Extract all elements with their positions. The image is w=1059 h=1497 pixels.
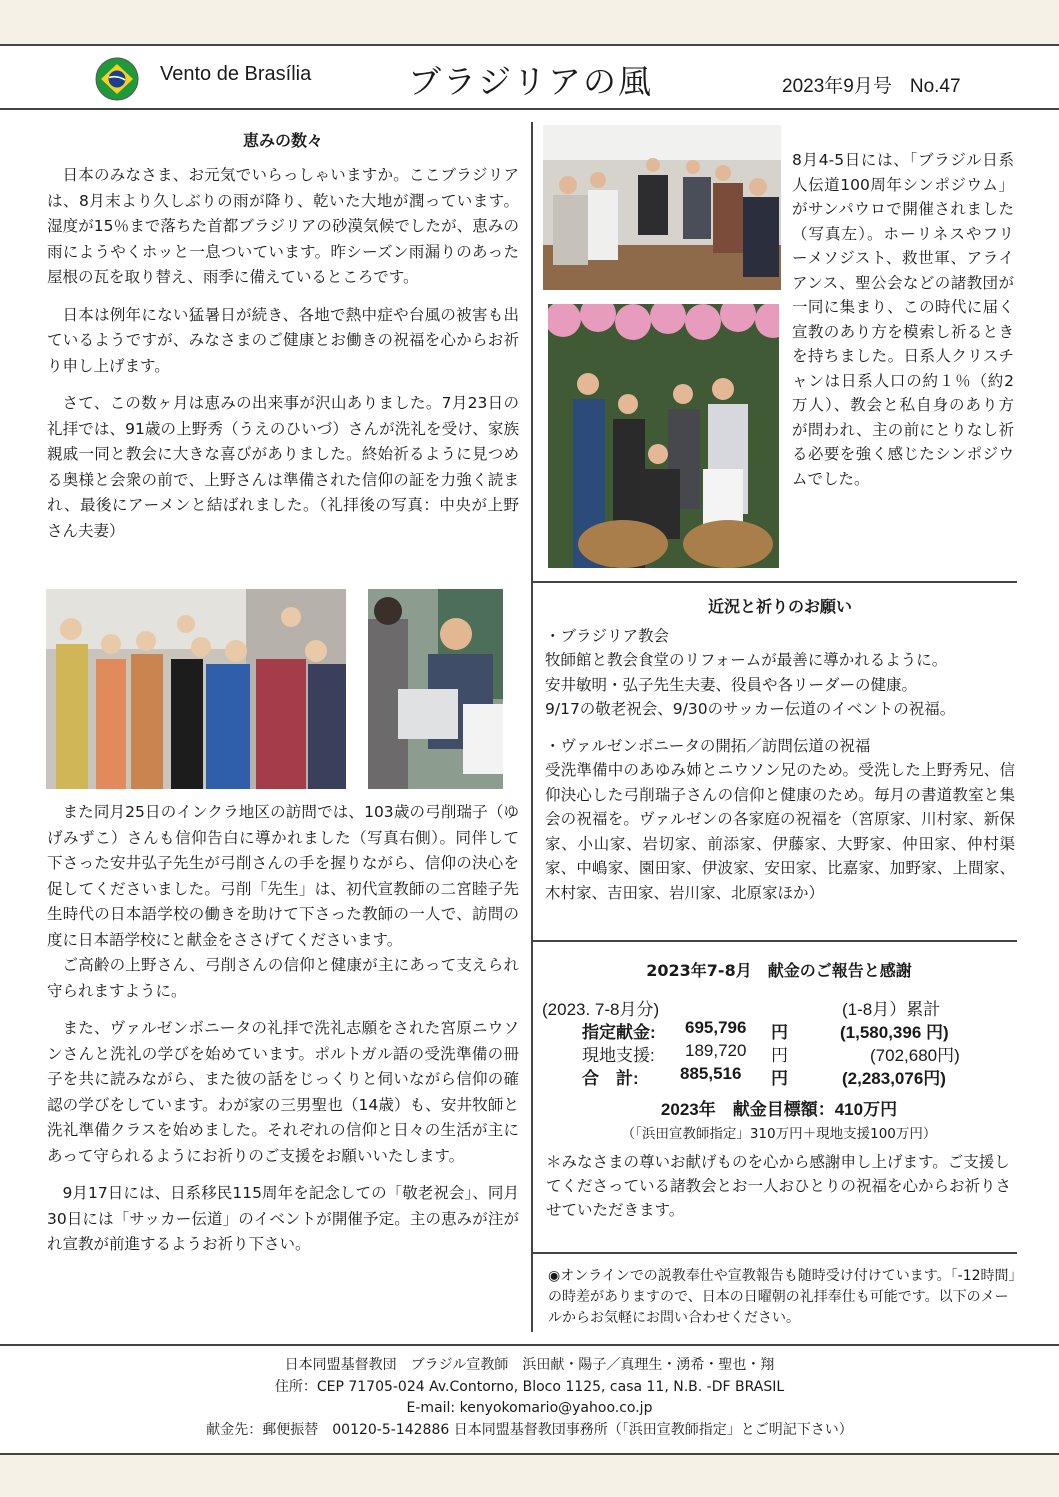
prayer-item-1: 牧師館と教会食堂のリフォームが最善に導かれるように。 bbox=[545, 651, 948, 669]
main-article bbox=[47, 128, 519, 556]
issue-info bbox=[782, 71, 961, 98]
donation-row-designated bbox=[540, 1018, 1018, 1041]
row-amount: 885,516 bbox=[680, 1064, 742, 1083]
donation-header-row bbox=[540, 995, 1018, 1018]
issue-number: No.47 bbox=[909, 76, 961, 97]
donation-report bbox=[540, 958, 1018, 1222]
article-paragraph-6: また、ヴァルゼンボニータの礼拝で洗礼志願をされた宮原ニウソンさんと洗礼の学びを始めています。ポルトガル語の受洗準備の冊子を共に読みながら、また彼の話をじっくりと伺いながら信仰の確認の学びをしています。わが家の三男聖也（14歳）も、安井牧師と洗礼準備クラスを始めました。それぞれの信仰と日々の生活が主にあって守られるようにお祈りのご支援をお願いいたします。 bbox=[47, 1019, 519, 1165]
donation-title: 2023年7-8月 献金のご報告と感謝 bbox=[646, 961, 912, 980]
symposium-text: 8月4-5日には、「ブラジル日系人伝道100周年シンポジウム」がサンパウロで開催されました（写真左）。ホーリネスやフリーメソジスト、救世軍、アライアンス、聖公会などの諸教団が一同に集まり、この時代に届く宣教のあり方を模索し祈るときを持ちました。日系人クリスチャンは日系人口の約１％（約2万人）、教会と私自身のあり方が問われ、主の前にとりなし祈る必要を強く感じたシンポジウムでした。 bbox=[792, 151, 1014, 488]
prayer-requests bbox=[545, 595, 1015, 905]
row-unit: 円 bbox=[771, 1069, 788, 1088]
prayer-heading-valzen: ・ヴァルゼンボニータの開拓／訪問伝道の祝福 bbox=[545, 736, 871, 755]
article-paragraph-1: 日本のみなさま、お元気でいらっしゃいますか。ここブラジリアは、8月末より久しぶりの雨が降り、乾いた大地が潤っています。湿度が15％まで落ちた首都ブラジリアの砂漠気候でしたが、恵みの雨にようやくホッと一息ついています。昨シーズン雨漏りのあった屋根の瓦を取り替え、雨季に備えているところです。 bbox=[47, 166, 519, 286]
donation-goal-note: （「浜田宣教師指定」310万円＋現地支援100万円） bbox=[621, 1126, 937, 1142]
article-paragraph-7: 9月17日には、日系移民115周年を記念しての「敬老祝会」、同月30日には「サッカー伝道」のイベントが開催予定。主の恵みが注がれ宣教が前進するようお祈り下さい。 bbox=[47, 1184, 519, 1253]
prayer-title: 近況と祈りのお願い bbox=[707, 597, 852, 616]
prayer-body-valzen: 受洗準備中のあゆみ姉とニウソン兄のため。受洗した上野秀兄、信仰決心した弓削瑞子さんの信仰と健康のため。毎月の書道教室と集会の祝福を。ヴァルゼンの各家庭の祝福を（宮原家、川村家、新保家、小山家、岩切家、前添家、伊藤家、大野家、仲田家、仲村渠家、中嶋家、園田家、伊波家、安田家、比嘉家、加野家、上間家、木村家、吉田家、岩川家、北原家ほか） bbox=[545, 761, 1015, 902]
row-label: 合 計: bbox=[582, 1069, 639, 1088]
row-label: 現地支援: bbox=[582, 1046, 655, 1065]
row-unit: 円 bbox=[771, 1046, 788, 1065]
prayer-rule bbox=[532, 940, 1017, 942]
footer bbox=[0, 1355, 1059, 1441]
row-cumulative: (1,580,396 円) bbox=[840, 1023, 949, 1042]
symposium-rule bbox=[532, 581, 1017, 583]
article-paragraph-2: 日本は例年にない猛暑日が続き、各地で熱中症や台風の被害も出ているようですが、みなさまのご健康とお働きの祝福を心からお祈り申し上げます。 bbox=[47, 305, 519, 375]
footer-missionaries: 日本同盟基督教団 ブラジル宣教師 浜田献・陽子／真理生・湧希・聖也・翔 bbox=[284, 1357, 775, 1373]
article-title: 恵みの数々 bbox=[242, 131, 323, 150]
issue-date: 2023年9月号 bbox=[782, 76, 892, 97]
top-rule bbox=[0, 44, 1059, 46]
footer-email[interactable]: E-mail: kenyokomario@yahoo.co.jp bbox=[406, 1400, 653, 1416]
footer-donation-account: 献金先：郵便振替 00120-5-142886 日本同盟基督教団事務所（「浜田宣教師指定」とご明記下さい） bbox=[206, 1421, 853, 1438]
article-paragraph-3: さて、この数ヶ月は恵みの出来事が沢山ありました。7月23日の礼拝では、91歳の上野秀（うえのひいづ）さんが洗礼を受け、家族親戚一同と教会に大きな喜びがありました。終始祈るように見つめる奥様と会衆の前で、上野さんは準備された信仰の証を力強く読まれ、最後にアーメンと結ばれました。（礼拝後の写真：中央が上野さん夫妻） bbox=[47, 394, 519, 540]
prayer-heading-brasilia: ・ブラジリア教会 bbox=[545, 626, 670, 645]
row-amount: 189,720 bbox=[685, 1041, 747, 1060]
brazil-flag-icon bbox=[95, 57, 139, 101]
online-notice: ◉オンラインでの説教奉仕や宣教報告も随時受け付けています。「-12時間」の時差がありますので、日本の日曜朝の礼拝奉仕も可能です。以下のメールからお気軽にお問い合わせください。 bbox=[548, 1268, 1016, 1326]
row-label: 指定献金: bbox=[582, 1023, 656, 1042]
footer-rule bbox=[0, 1344, 1059, 1346]
row-unit: 円 bbox=[771, 1023, 788, 1042]
visit-photo bbox=[368, 589, 503, 789]
row-cumulative: (702,680円) bbox=[870, 1046, 960, 1065]
prayer-item-2: 安井敏明・弘子先生夫妻、役員や各リーダーの健康。 bbox=[545, 675, 918, 694]
donation-thanks: ＊みなさまの尊いお献げものを心から感謝申し上げます。ご支援してくださっている諸教会とお一人おひとりの祝福を心からお祈りさせていただきます。 bbox=[546, 1153, 1012, 1219]
donation-goal: 2023年 献金目標額：410万円 bbox=[660, 1100, 898, 1119]
donation-row-total bbox=[540, 1064, 1018, 1087]
article-paragraph-5: ご高齢の上野さん、弓削さんの信仰と健康が主にあって支えられ守られますように。 bbox=[47, 956, 519, 1000]
row-cumulative: (2,283,076円) bbox=[842, 1069, 946, 1088]
brand-name: Vento de Brasília bbox=[160, 63, 312, 85]
prayer-item-3: 9/17の敬老祝会、9/30のサッカー伝道のイベントの祝福。 bbox=[545, 700, 956, 718]
donation-row-local bbox=[540, 1041, 1018, 1064]
symposium-photo bbox=[543, 125, 781, 290]
period-label: (2023. 7-8月分) bbox=[542, 1000, 660, 1019]
footer-address: 住所：CEP 71705-024 Av.Contorno, Bloco 1125, casa 11, N.B. -DF BRASIL bbox=[274, 1378, 785, 1395]
donation-rule bbox=[532, 1252, 1017, 1254]
header-rule bbox=[0, 108, 1059, 110]
symposium-group-photo bbox=[548, 304, 779, 568]
baptism-group-photo bbox=[46, 589, 346, 789]
column-divider bbox=[531, 122, 533, 1332]
main-article-continued bbox=[47, 800, 519, 1270]
bottom-rule bbox=[0, 1453, 1059, 1455]
row-amount: 695,796 bbox=[685, 1018, 747, 1037]
cumulative-label: (1-8月）累計 bbox=[842, 1000, 941, 1019]
article-paragraph-4: また同月25日のインクラ地区の訪問では、103歳の弓削瑞子（ゆげみずこ）さんも信仰告白に導かれました（写真右側）。同伴して下さった安井弘子先生が弓削さんの手を握りながら、信仰の決心を促してくださいました。弓削「先生」は、初代宣教師の二宮睦子先生時代の日本語学校の働きを助けて下さった教師の一人で、訪問の度に日本語学校にと献金をささげてくださいます。 bbox=[47, 803, 519, 949]
newsletter-title: ブラジリアの風 bbox=[408, 62, 653, 101]
